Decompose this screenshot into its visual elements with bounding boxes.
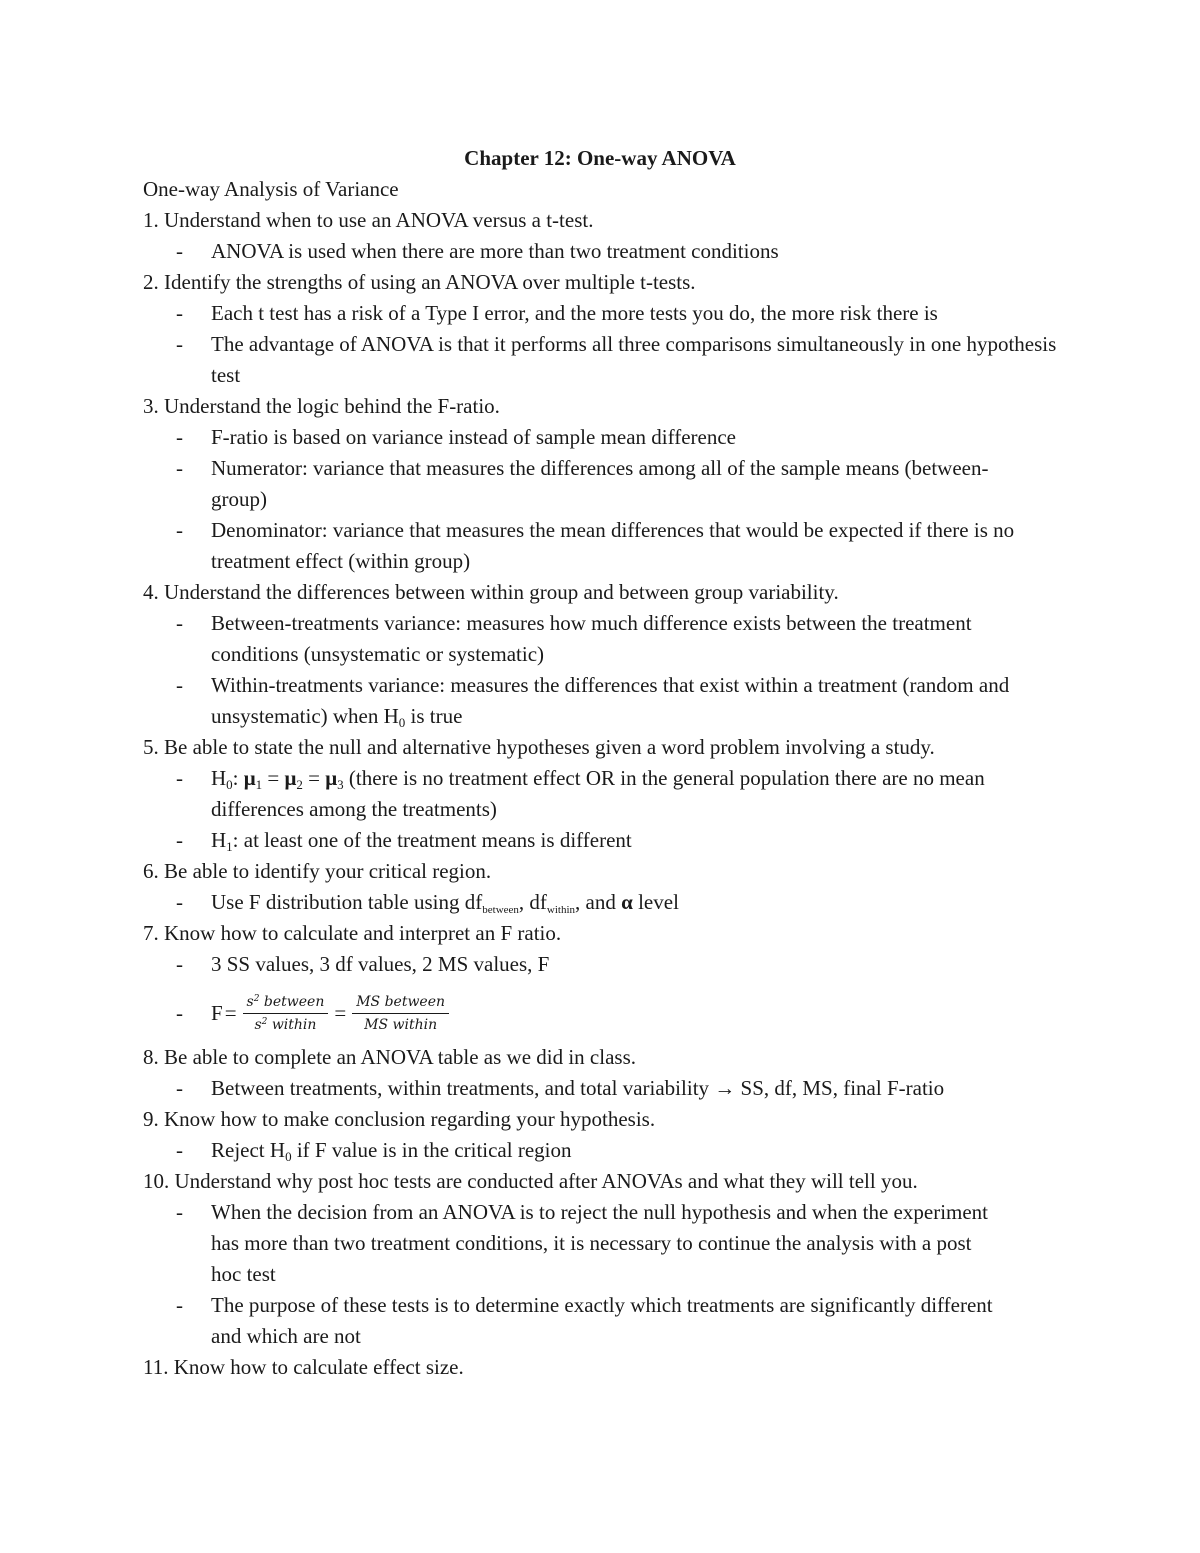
variance-fraction: [243, 993, 329, 1034]
dash-marker: -: [176, 301, 183, 325]
bullet-item: [143, 515, 1031, 577]
dash-marker: -: [176, 1293, 183, 1317]
dash-marker: -: [176, 332, 183, 356]
objective-heading: 9. Know how to make conclusion regarding your hypothesis.: [143, 1107, 656, 1131]
f-ratio-formula-bullet: [143, 984, 1063, 1042]
bullet-item: [143, 1135, 1063, 1166]
dash-marker: -: [176, 890, 183, 914]
bullet-text: ANOVA is used when there are more than two treatment conditions: [211, 239, 779, 263]
bullet-text: The advantage of ANOVA is that it performs all three comparisons simultaneously in one hypothesis test: [211, 332, 1057, 387]
dash-marker: -: [176, 518, 183, 542]
objective-heading: 5. Be able to state the null and alternative hypotheses given a word problem involving a study.: [143, 735, 935, 759]
null-hypothesis-bullet: [143, 763, 1063, 825]
bullet-text: The purpose of these tests is to determine exactly which treatments are significantly different and which are not: [211, 1293, 993, 1348]
bullet-text: Denominator: variance that measures the mean differences that would be expected if there is no treatment effect (within group): [211, 518, 1015, 573]
objective-heading: 2. Identify the strengths of using an ANOVA over multiple t-tests.: [143, 270, 696, 294]
dash-marker: -: [176, 239, 183, 263]
bullet-item: [143, 236, 1063, 267]
dash-marker: -: [176, 1138, 183, 1162]
bullet-text: Between-treatments variance: measures how much difference exists between the treatment conditions (unsystematic or systematic): [211, 611, 972, 666]
bullet-text: Each t test has a risk of a Type I error, and the more tests you do, the more risk there is: [211, 301, 938, 325]
bullet-text: F-ratio is based on variance instead of sample mean difference: [211, 425, 736, 449]
bullet-text: Reject $H_0$ if F value is in the critical region: [211, 1138, 572, 1164]
alternative-hypothesis-bullet: [143, 825, 1063, 856]
dash-marker: -: [176, 673, 183, 697]
dash-marker: -: [176, 611, 183, 635]
bullet-item: [143, 1197, 1001, 1290]
bullet-text: Numerator: variance that measures the differences among all of the sample means (between-group): [211, 456, 989, 511]
fraction-numerator: MS between: [352, 993, 449, 1014]
equals-sign: =: [334, 1000, 347, 1025]
objective-heading: 1. Understand when to use an ANOVA versus a t-test.: [143, 208, 594, 232]
section-subtitle: One-way Analysis of Variance: [143, 177, 399, 201]
objective-heading: 7. Know how to calculate and interpret an F ratio.: [143, 921, 562, 945]
objective-heading: 4. Understand the differences between within group and between group variability.: [143, 580, 839, 604]
formula-lhs: F: [211, 1000, 223, 1025]
bullet-item: [143, 422, 1063, 453]
fraction-denominator: MS within: [364, 1016, 438, 1033]
bullet-text: Between treatments, within treatments, and total variability → SS, df, MS, final F-ratio: [211, 1076, 945, 1100]
page-title: Chapter 12: One-way ANOVA: [464, 146, 736, 170]
bullet-text: $H_1$: at least one of the treatment means is different: [211, 828, 632, 854]
bullet-text: When the decision from an ANOVA is to reject the null hypothesis and when the experiment has more than two treatment conditions, it is necessary to continue the analysis with a post hoc test: [211, 1200, 989, 1286]
bullet-item: [143, 887, 1063, 918]
dash-marker: -: [176, 1076, 183, 1100]
dash-marker: -: [176, 1200, 183, 1224]
fraction-numerator: $s^2$ between: [243, 993, 329, 1014]
objective-heading: 6. Be able to identify your critical region.: [143, 859, 492, 883]
objective-heading: 3. Understand the logic behind the F-ratio.: [143, 394, 500, 418]
bullet-item: [143, 298, 1063, 329]
dash-marker: -: [176, 828, 183, 852]
dash-marker: -: [176, 425, 183, 449]
bullet-text: Use F distribution table using $df_{between}$, $df_{within}$, and α level: [211, 890, 679, 916]
f-ratio-formula: [211, 984, 453, 1042]
bullet-item: [143, 329, 1063, 391]
objective-heading: 10. Understand why post hoc tests are conducted after ANOVAs and what they will tell you.: [143, 1169, 918, 1193]
objective-heading: 8. Be able to complete an ANOVA table as we did in class.: [143, 1045, 637, 1069]
bullet-text: $H_0$: $\mu_1 = \mu_2 = \mu_3$ (there is no treatment effect OR in the general population there are no mean differences among the treatments): [211, 766, 985, 821]
bullet-item: [143, 608, 1011, 670]
equals-sign: =: [224, 1000, 237, 1025]
dash-marker: -: [176, 456, 183, 480]
bullet-item: [143, 1290, 1011, 1352]
bullet-item: [143, 453, 1011, 515]
bullet-item: [143, 949, 1063, 980]
dash-marker: -: [176, 1001, 183, 1025]
dash-marker: -: [176, 766, 183, 790]
bullet-item: [143, 670, 1011, 732]
document-body: [143, 174, 1063, 1383]
fraction-denominator: $s^2$ within: [254, 1016, 317, 1033]
bullet-item: [143, 1073, 1063, 1104]
bullet-text: Within-treatments variance: measures the differences that exist within a treatment (random and unsystematic) when $H_0$ is true: [211, 673, 1010, 730]
dash-marker: -: [176, 952, 183, 976]
ms-fraction: [352, 993, 449, 1034]
bullet-text: 3 SS values, 3 df values, 2 MS values, F: [211, 952, 550, 976]
objective-heading: 11. Know how to calculate effect size.: [143, 1355, 464, 1379]
